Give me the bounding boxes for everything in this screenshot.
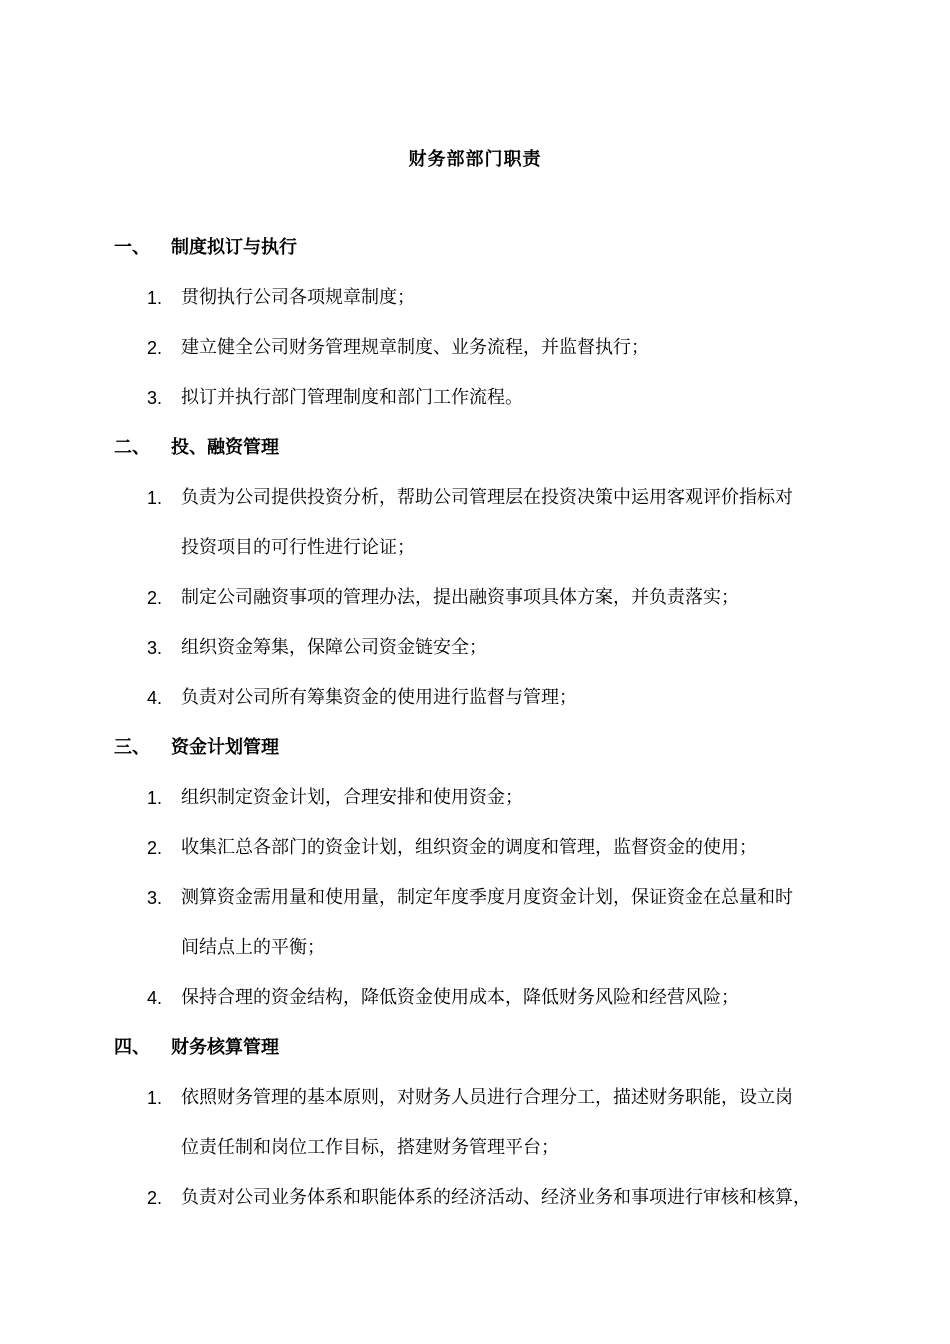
item-number: 4.	[147, 988, 163, 1008]
item-text	[181, 784, 851, 812]
list-item	[0, 484, 950, 562]
item-line: 投资项目的可行性进行论证；	[181, 537, 415, 558]
item-text	[181, 584, 851, 612]
item-text	[181, 634, 851, 662]
item-number: 2.	[147, 338, 163, 358]
section-heading	[0, 234, 950, 284]
list-item	[0, 1084, 950, 1162]
list-item	[0, 1184, 950, 1212]
list-item	[0, 884, 950, 962]
item-text	[181, 684, 851, 712]
section-title: 资金计划管理	[171, 737, 279, 758]
section-title: 制度拟订与执行	[171, 237, 297, 258]
list-item	[0, 784, 950, 812]
section-number: 三、	[114, 737, 150, 758]
item-text	[181, 484, 851, 562]
list-item	[0, 284, 950, 312]
item-text	[181, 334, 851, 362]
item-text	[181, 384, 851, 412]
section-title: 投、融资管理	[171, 437, 279, 458]
item-line: 收集汇总各部门的资金计划，组织资金的调度和管理，监督资金的使用；	[181, 837, 757, 858]
section-title: 财务核算管理	[171, 1037, 279, 1058]
item-line: 拟订并执行部门管理制度和部门工作流程。	[181, 387, 523, 408]
item-line: 组织制定资金计划，合理安排和使用资金；	[181, 787, 523, 808]
item-number: 2.	[147, 1188, 163, 1208]
list-item	[0, 334, 950, 362]
item-text	[181, 834, 851, 862]
item-number: 1.	[147, 488, 163, 508]
section	[0, 234, 950, 412]
item-line: 负责对公司业务体系和职能体系的经济活动、经济业务和事项进行审核和核算，	[181, 1187, 811, 1208]
section-heading	[0, 734, 950, 784]
item-line: 依照财务管理的基本原则，对财务人员进行合理分工，描述财务职能，设立岗	[181, 1087, 793, 1108]
item-number: 2.	[147, 588, 163, 608]
item-number: 1.	[147, 288, 163, 308]
list-item	[0, 384, 950, 412]
item-line: 建立健全公司财务管理规章制度、业务流程，并监督执行；	[181, 337, 649, 358]
document-sections	[0, 234, 950, 1234]
item-text	[181, 984, 851, 1012]
item-line: 位责任制和岗位工作目标，搭建财务管理平台；	[181, 1137, 559, 1158]
item-line: 负责为公司提供投资分析，帮助公司管理层在投资决策中运用客观评价指标对	[181, 487, 793, 508]
item-number: 3.	[147, 638, 163, 658]
list-item	[0, 684, 950, 712]
section-number: 一、	[114, 237, 150, 258]
item-number: 3.	[147, 888, 163, 908]
item-line: 负责对公司所有筹集资金的使用进行监督与管理；	[181, 687, 577, 708]
section-heading	[0, 434, 950, 484]
item-number: 2.	[147, 838, 163, 858]
item-line: 测算资金需用量和使用量，制定年度季度月度资金计划，保证资金在总量和时	[181, 887, 793, 908]
section	[0, 734, 950, 1012]
section-heading	[0, 1034, 950, 1084]
section-number: 二、	[114, 437, 150, 458]
section	[0, 434, 950, 712]
item-text	[181, 1184, 851, 1212]
item-line: 组织资金筹集，保障公司资金链安全；	[181, 637, 487, 658]
item-line: 制定公司融资事项的管理办法，提出融资事项具体方案，并负责落实；	[181, 587, 739, 608]
item-number: 1.	[147, 1088, 163, 1108]
section-number: 四、	[114, 1037, 150, 1058]
item-line: 贯彻执行公司各项规章制度；	[181, 287, 415, 308]
document-title: 财务部部门职责	[408, 149, 542, 170]
item-text	[181, 284, 851, 312]
list-item	[0, 634, 950, 662]
list-item	[0, 584, 950, 612]
item-text	[181, 884, 851, 962]
item-number: 3.	[147, 388, 163, 408]
item-text	[181, 1084, 851, 1162]
item-number: 4.	[147, 688, 163, 708]
list-item	[0, 834, 950, 862]
list-item	[0, 984, 950, 1012]
item-line: 间结点上的平衡；	[181, 937, 325, 958]
item-line: 保持合理的资金结构，降低资金使用成本，降低财务风险和经营风险；	[181, 987, 739, 1008]
section	[0, 1034, 950, 1212]
item-number: 1.	[147, 788, 163, 808]
